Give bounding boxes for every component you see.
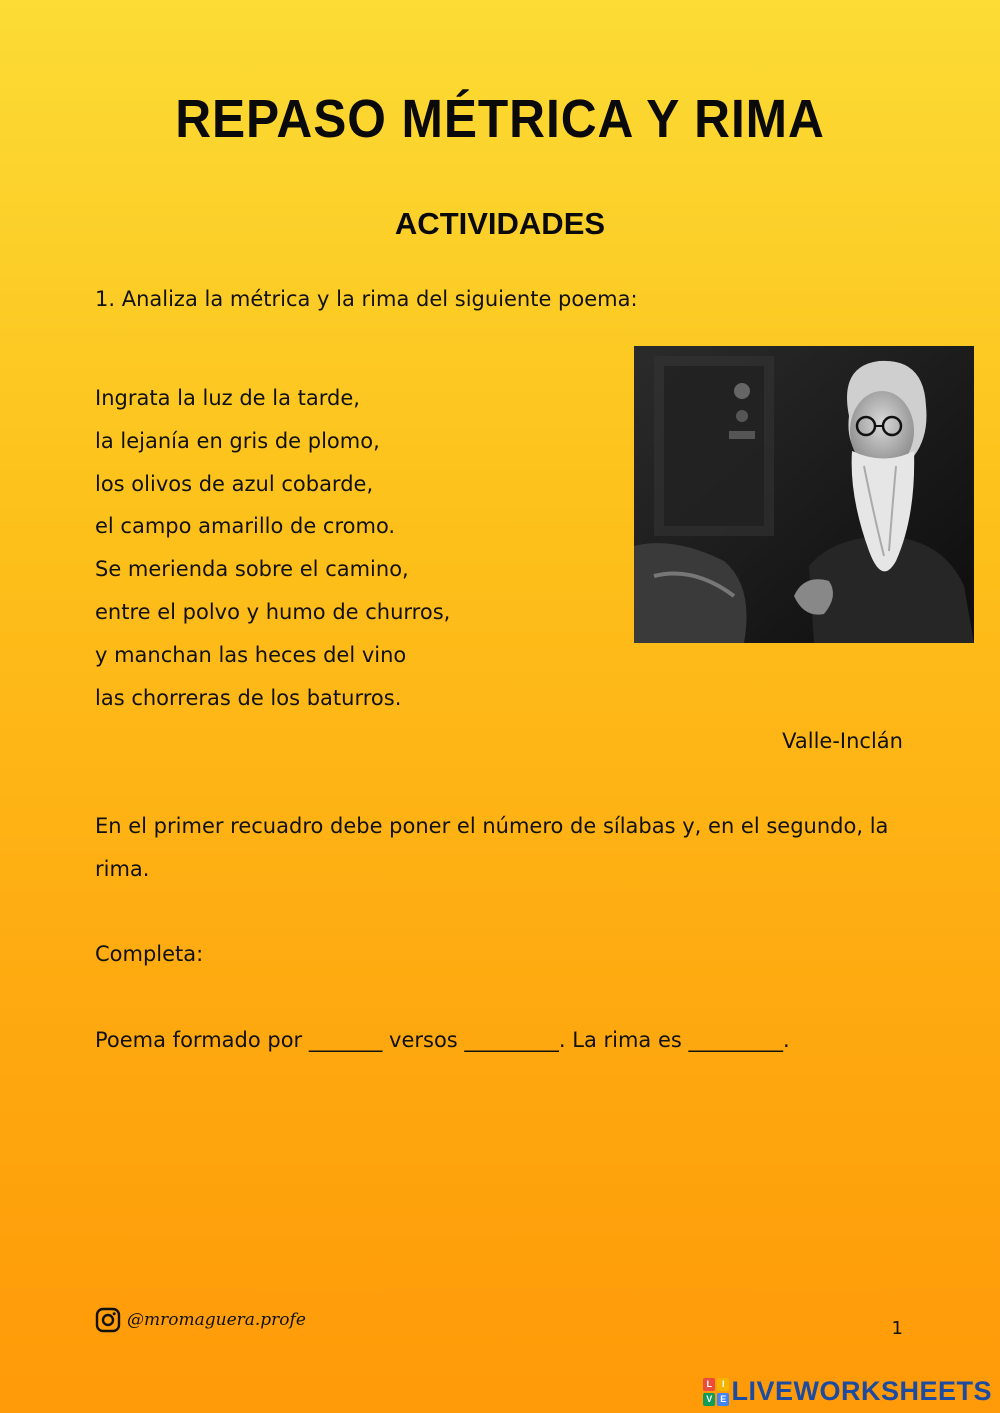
- poem-line: la lejanía en gris de plomo,: [95, 428, 380, 453]
- page-number: 1: [891, 1318, 903, 1339]
- portrait-illustration: [634, 346, 974, 643]
- poem-line: el campo amarillo de cromo.: [95, 514, 396, 539]
- brand-name: LIVEWORKSHEETS: [731, 1376, 992, 1406]
- brand-icon: L I V E: [703, 1378, 729, 1406]
- footer-handle: [95, 1307, 306, 1333]
- question-prompt: 1. Analiza la métrica y la rima del siguiente poema:: [95, 287, 638, 311]
- poem-line: las chorreras de los baturros.: [95, 685, 402, 710]
- section-subtitle: ACTIVIDADES: [394, 206, 606, 241]
- instructions-text: En el primer recuadro debe poner el número de sílabas y, en el segundo, la rima.: [95, 814, 889, 881]
- brand-logo[interactable]: [703, 1376, 992, 1407]
- page-title: REPASO MÉTRICA Y RIMA: [175, 89, 825, 149]
- poem: [95, 377, 450, 719]
- poem-line: los olivos de azul cobarde,: [95, 471, 374, 496]
- author-portrait: [634, 346, 974, 643]
- poem-line: entre el polvo y humo de churros,: [95, 599, 451, 624]
- fill-in-sentence[interactable]: Poema formado por _______ versos _________. La rima es _________.: [95, 1028, 790, 1052]
- completa-label: Completa:: [95, 942, 204, 966]
- instagram-icon: [95, 1307, 121, 1333]
- social-handle: @mromaguera.profe: [127, 1310, 306, 1330]
- poem-author: Valle-Inclán: [782, 729, 903, 753]
- poem-line: Ingrata la luz de la tarde,: [95, 386, 360, 410]
- poem-line: Se merienda sobre el camino,: [95, 557, 409, 582]
- poem-line: y manchan las heces del vino: [95, 642, 407, 667]
